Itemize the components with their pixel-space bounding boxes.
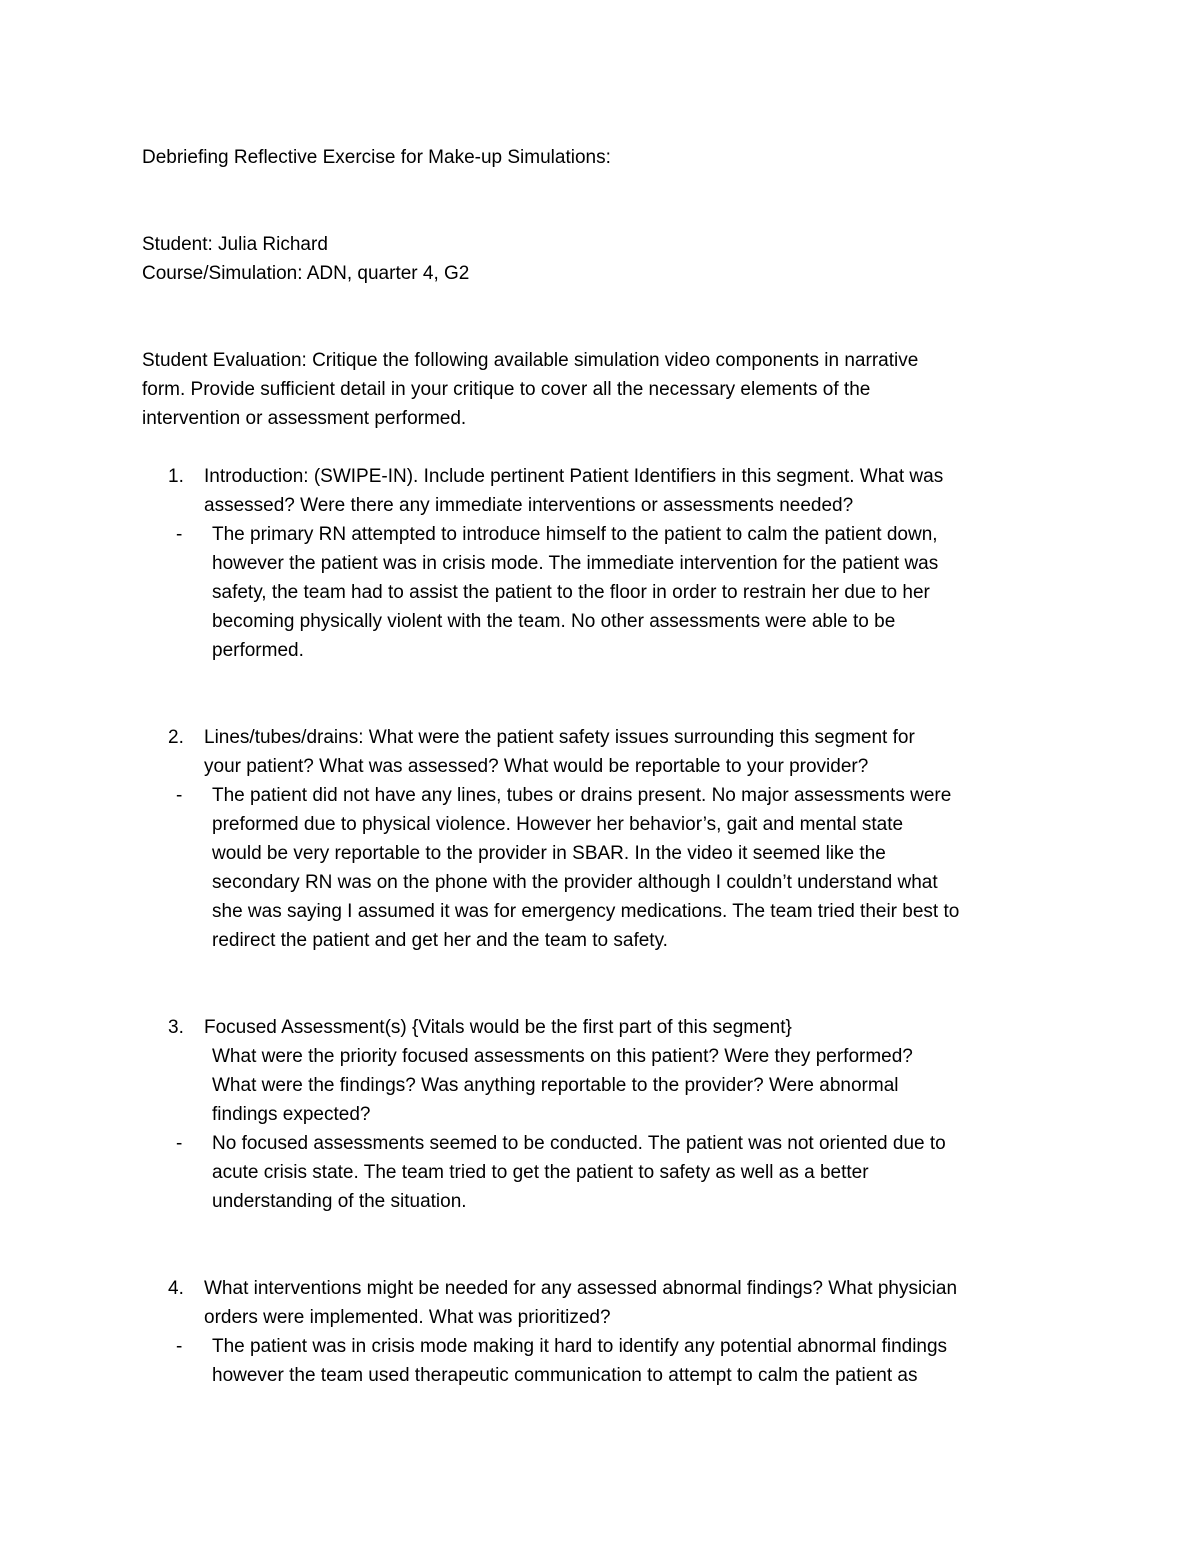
answer-item-4 xyxy=(142,1332,1072,1390)
spacer xyxy=(142,665,1072,723)
evaluation-line: Student Evaluation: Critique the following available simulation video components in narrative xyxy=(142,350,919,371)
dash-bullet: - xyxy=(176,785,183,806)
answer-line: secondary RN was on the phone with the provider although I couldn’t understand what xyxy=(212,872,938,893)
item-number: 3. xyxy=(168,1017,184,1038)
document-body xyxy=(142,143,1072,1390)
question-item-2 xyxy=(142,723,1072,781)
item-number: 4. xyxy=(168,1278,184,1299)
question-sub-line: findings expected? xyxy=(212,1104,371,1125)
answer-line: she was saying I assumed it was for emergency medications. The team tried their best to xyxy=(212,901,960,922)
evaluation-line: form. Provide sufficient detail in your critique to cover all the necessary elements of the xyxy=(142,379,871,400)
question-subtext-3 xyxy=(142,1042,1072,1129)
answer-line: however the team used therapeutic communication to attempt to calm the patient as xyxy=(212,1365,918,1386)
answer-item-1 xyxy=(142,520,1072,665)
spacer xyxy=(142,955,1072,1013)
spacer xyxy=(142,1216,1072,1274)
student-line: Student: Julia Richard xyxy=(142,234,328,255)
answer-line: The primary RN attempted to introduce himself to the patient to calm the patient down, xyxy=(212,524,938,545)
dash-bullet: - xyxy=(176,1336,183,1357)
answer-line: would be very reportable to the provider in SBAR. In the video it seemed like the xyxy=(212,843,886,864)
answer-line: safety, the team had to assist the patient to the floor in order to restrain her due to her xyxy=(212,582,930,603)
question-line: Focused Assessment(s) {Vitals would be the first part of this segment} xyxy=(204,1017,792,1038)
question-line: Introduction: (SWIPE-IN). Include pertinent Patient Identifiers in this segment. What was xyxy=(204,466,944,487)
answer-line: performed. xyxy=(212,640,304,661)
answer-item-2 xyxy=(142,781,1072,955)
evaluation-paragraph xyxy=(142,346,1072,433)
question-item-3 xyxy=(142,1013,1072,1042)
answer-item-3 xyxy=(142,1129,1072,1216)
question-line: Lines/tubes/drains: What were the patient safety issues surrounding this segment for xyxy=(204,727,915,748)
evaluation-line: intervention or assessment performed. xyxy=(142,408,467,429)
item-number: 2. xyxy=(168,727,184,748)
answer-line: preformed due to physical violence. However her behavior’s, gait and mental state xyxy=(212,814,904,835)
answer-line: The patient did not have any lines, tubes or drains present. No major assessments were xyxy=(212,785,952,806)
question-item-4 xyxy=(142,1274,1072,1332)
question-line: orders were implemented. What was prioritized? xyxy=(204,1307,611,1328)
answer-line: acute crisis state. The team tried to get the patient to safety as well as a better xyxy=(212,1162,869,1183)
question-line: What interventions might be needed for any assessed abnormal findings? What physician xyxy=(204,1278,958,1299)
question-item-1 xyxy=(142,462,1072,520)
spacer xyxy=(142,172,1072,230)
answer-line: No focused assessments seemed to be conducted. The patient was not oriented due to xyxy=(212,1133,946,1154)
dash-bullet: - xyxy=(176,1133,183,1154)
item-number: 1. xyxy=(168,466,184,487)
answer-line: however the patient was in crisis mode. The immediate intervention for the patient was xyxy=(212,553,939,574)
question-sub-line: What were the findings? Was anything reportable to the provider? Were abnormal xyxy=(212,1075,899,1096)
question-line: your patient? What was assessed? What would be reportable to your provider? xyxy=(204,756,869,777)
spacer xyxy=(142,433,1072,462)
spacer xyxy=(142,288,1072,346)
answer-line: understanding of the situation. xyxy=(212,1191,467,1212)
document-title: Debriefing Reflective Exercise for Make-up Simulations: xyxy=(142,147,611,168)
dash-bullet: - xyxy=(176,524,183,545)
answer-line: redirect the patient and get her and the team to safety. xyxy=(212,930,668,951)
answer-line: becoming physically violent with the team. No other assessments were able to be xyxy=(212,611,896,632)
question-sub-line: What were the priority focused assessments on this patient? Were they performed? xyxy=(212,1046,913,1067)
question-line: assessed? Were there any immediate interventions or assessments needed? xyxy=(204,495,854,516)
answer-line: The patient was in crisis mode making it hard to identify any potential abnormal findings xyxy=(212,1336,948,1357)
course-line: Course/Simulation: ADN, quarter 4, G2 xyxy=(142,263,470,284)
